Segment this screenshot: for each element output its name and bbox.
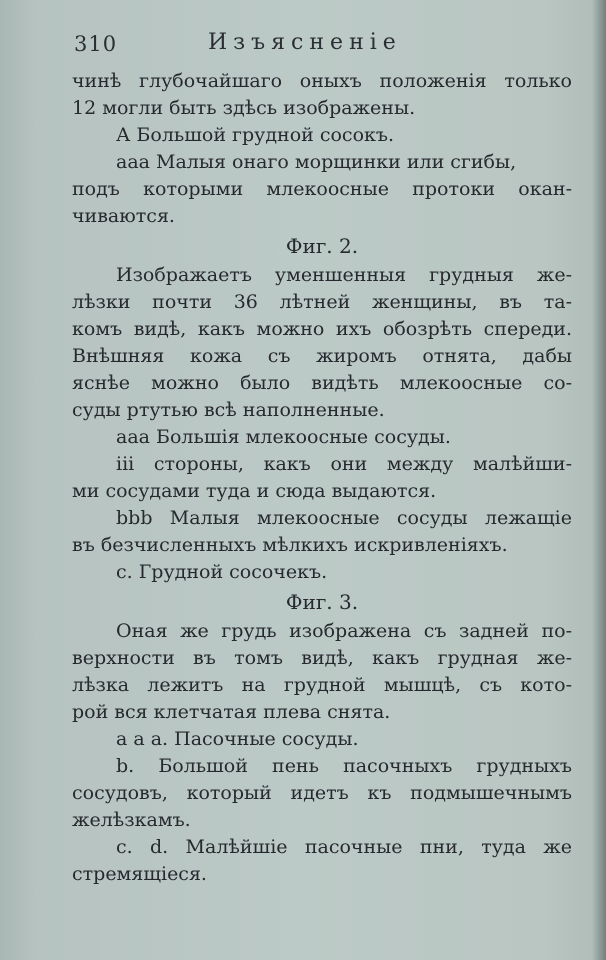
text-line: стремящіеся. bbox=[72, 863, 207, 885]
text-line: c. d. Малѣйшіе пасочные пни, туда же bbox=[116, 836, 572, 858]
text-line: яснѣе можно было видѣть млекоосные со- bbox=[72, 372, 572, 394]
running-title: Изъясненіе bbox=[208, 30, 402, 55]
text-line: Внѣшняя кожа съ жиромъ отнята, дабы bbox=[72, 345, 572, 367]
text-line: Оная же грудь изображена съ задней по- bbox=[116, 620, 572, 642]
text-line: суды ртутью всѣ наполненные. bbox=[72, 399, 385, 421]
text-line: подъ которыми млекоосные протоки окан- bbox=[72, 178, 572, 200]
text-line: c. Грудной сосочекъ. bbox=[116, 561, 328, 583]
page-number: 310 bbox=[74, 32, 118, 56]
text-line: желѣзкамъ. bbox=[72, 809, 191, 831]
text-line: Изображаетъ уменшенныя грудныя же- bbox=[116, 264, 572, 286]
text-line: 12 могли быть здѣсь изображены. bbox=[72, 97, 416, 119]
figure-heading-2: Фиг. 2. bbox=[285, 234, 359, 258]
text-line: a a a. Пасочные сосуды. bbox=[116, 728, 359, 750]
text-line: ааа Малыя онаго морщинки или сгибы, bbox=[116, 151, 517, 173]
text-line: сосудовъ, который идетъ къ подмышечнымъ bbox=[72, 782, 572, 804]
body-text bbox=[72, 68, 572, 888]
text-line: лѣзка лежитъ на грудной мышцѣ, съ кото- bbox=[72, 674, 572, 696]
text-line: верхности въ томъ видѣ, какъ грудная же- bbox=[72, 647, 572, 669]
text-line: чиваются. bbox=[72, 205, 175, 227]
figure-heading-3: Фиг. 3. bbox=[285, 590, 359, 614]
text-line: рой вся клетчатая плева снята. bbox=[72, 701, 391, 723]
text-line: bbb Малыя млекоосные сосуды лежащіе bbox=[116, 507, 572, 529]
text-line: лѣзки почти 36 лѣтней женщины, въ та- bbox=[72, 291, 572, 313]
text-line: комъ видѣ, какъ можно ихъ обозрѣть спереди. bbox=[72, 318, 572, 340]
text-line: ми сосудами туда и сюда выдаются. bbox=[72, 480, 437, 502]
text-line: въ безчисленныхъ мѣлкихъ искривленіяхъ. bbox=[72, 534, 508, 556]
text-line: А Большой грудной сосокъ. bbox=[116, 124, 395, 146]
text-line: b. Большой пень пасочныхъ грудныхъ bbox=[116, 755, 572, 777]
text-line: iii стороны, какъ они между малѣйши- bbox=[116, 453, 572, 475]
page-header bbox=[74, 30, 574, 62]
text-line: ааа Большія млекоосные сосуды. bbox=[116, 426, 451, 448]
text-line: чинѣ глубочайшаго оныхъ положенія только bbox=[72, 70, 572, 92]
